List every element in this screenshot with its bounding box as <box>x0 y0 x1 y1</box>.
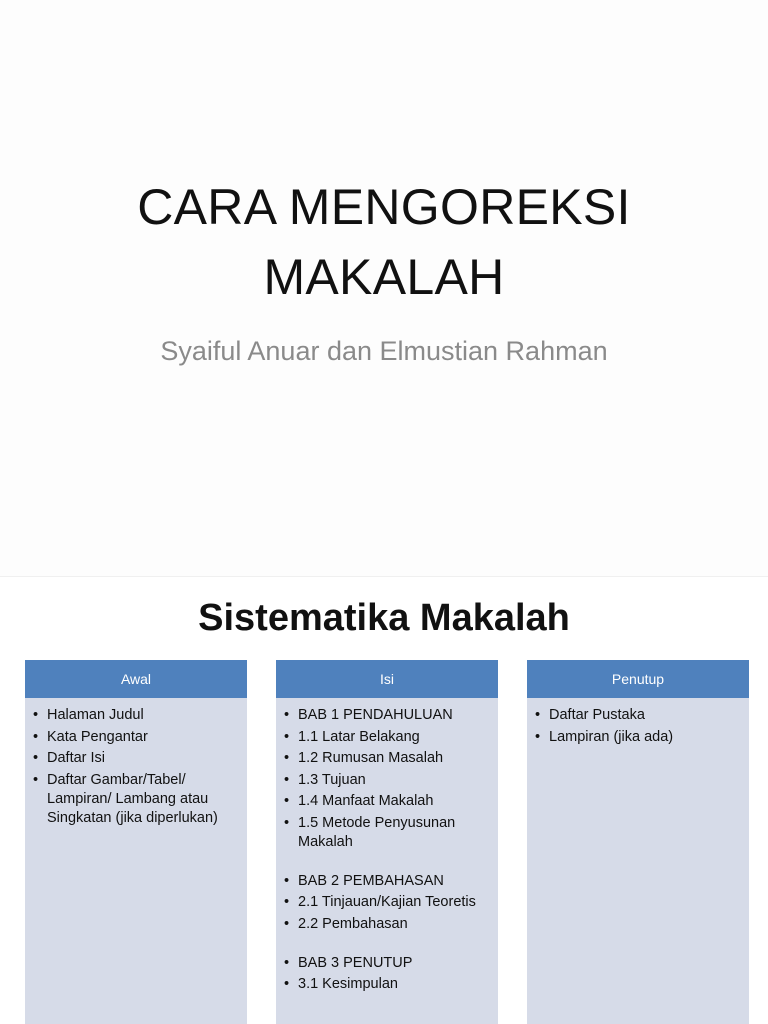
presentation-title <box>60 172 708 312</box>
list-item: • 3.1 Kesimpulan <box>284 975 490 994</box>
slide-title: Sistematika Makalah <box>198 597 570 639</box>
list-item: • Daftar Gambar/Tabel/ Lampiran/ Lambang atau Singkatan (jika diperlukan) <box>33 771 239 828</box>
list-item: • BAB 3 PENUTUP <box>284 954 490 973</box>
column-list-awal <box>25 698 247 828</box>
list-item: • 1.1 Latar Belakang <box>284 728 490 747</box>
list-item: • Lampiran (jika ada) <box>535 728 741 747</box>
column-awal <box>25 660 247 1024</box>
list-item: • BAB 1 PENDAHULUAN <box>284 706 490 725</box>
title-line-2: MAKALAH <box>263 249 505 305</box>
presentation-authors: Syaiful Anuar dan Elmustian Rahman <box>160 336 608 366</box>
list-item: • 1.5 Metode Penyusunan Makalah <box>284 814 490 852</box>
title-line-1: CARA MENGOREKSI <box>137 179 631 235</box>
outline-slide <box>0 577 768 1024</box>
column-penutup <box>527 660 749 1024</box>
column-header-awal: Awal <box>25 660 247 698</box>
list-item: • 2.1 Tinjauan/Kajian Teoretis <box>284 893 490 912</box>
list-item: • Halaman Judul <box>33 706 239 725</box>
list-item: • Kata Pengantar <box>33 728 239 747</box>
list-item: • 1.4 Manfaat Makalah <box>284 792 490 811</box>
column-list-penutup <box>527 698 749 747</box>
column-header-penutup: Penutup <box>527 660 749 698</box>
list-item: • Daftar Pustaka <box>535 706 741 725</box>
list-item: • BAB 2 PEMBAHASAN <box>284 872 490 891</box>
column-header-isi: Isi <box>276 660 498 698</box>
column-isi <box>276 660 498 1024</box>
list-item: • Daftar Isi <box>33 749 239 768</box>
column-list-isi <box>276 698 498 994</box>
list-item: • 1.3 Tujuan <box>284 771 490 790</box>
list-item: • 2.2 Pembahasan <box>284 915 490 934</box>
list-item: • 1.2 Rumusan Masalah <box>284 749 490 768</box>
